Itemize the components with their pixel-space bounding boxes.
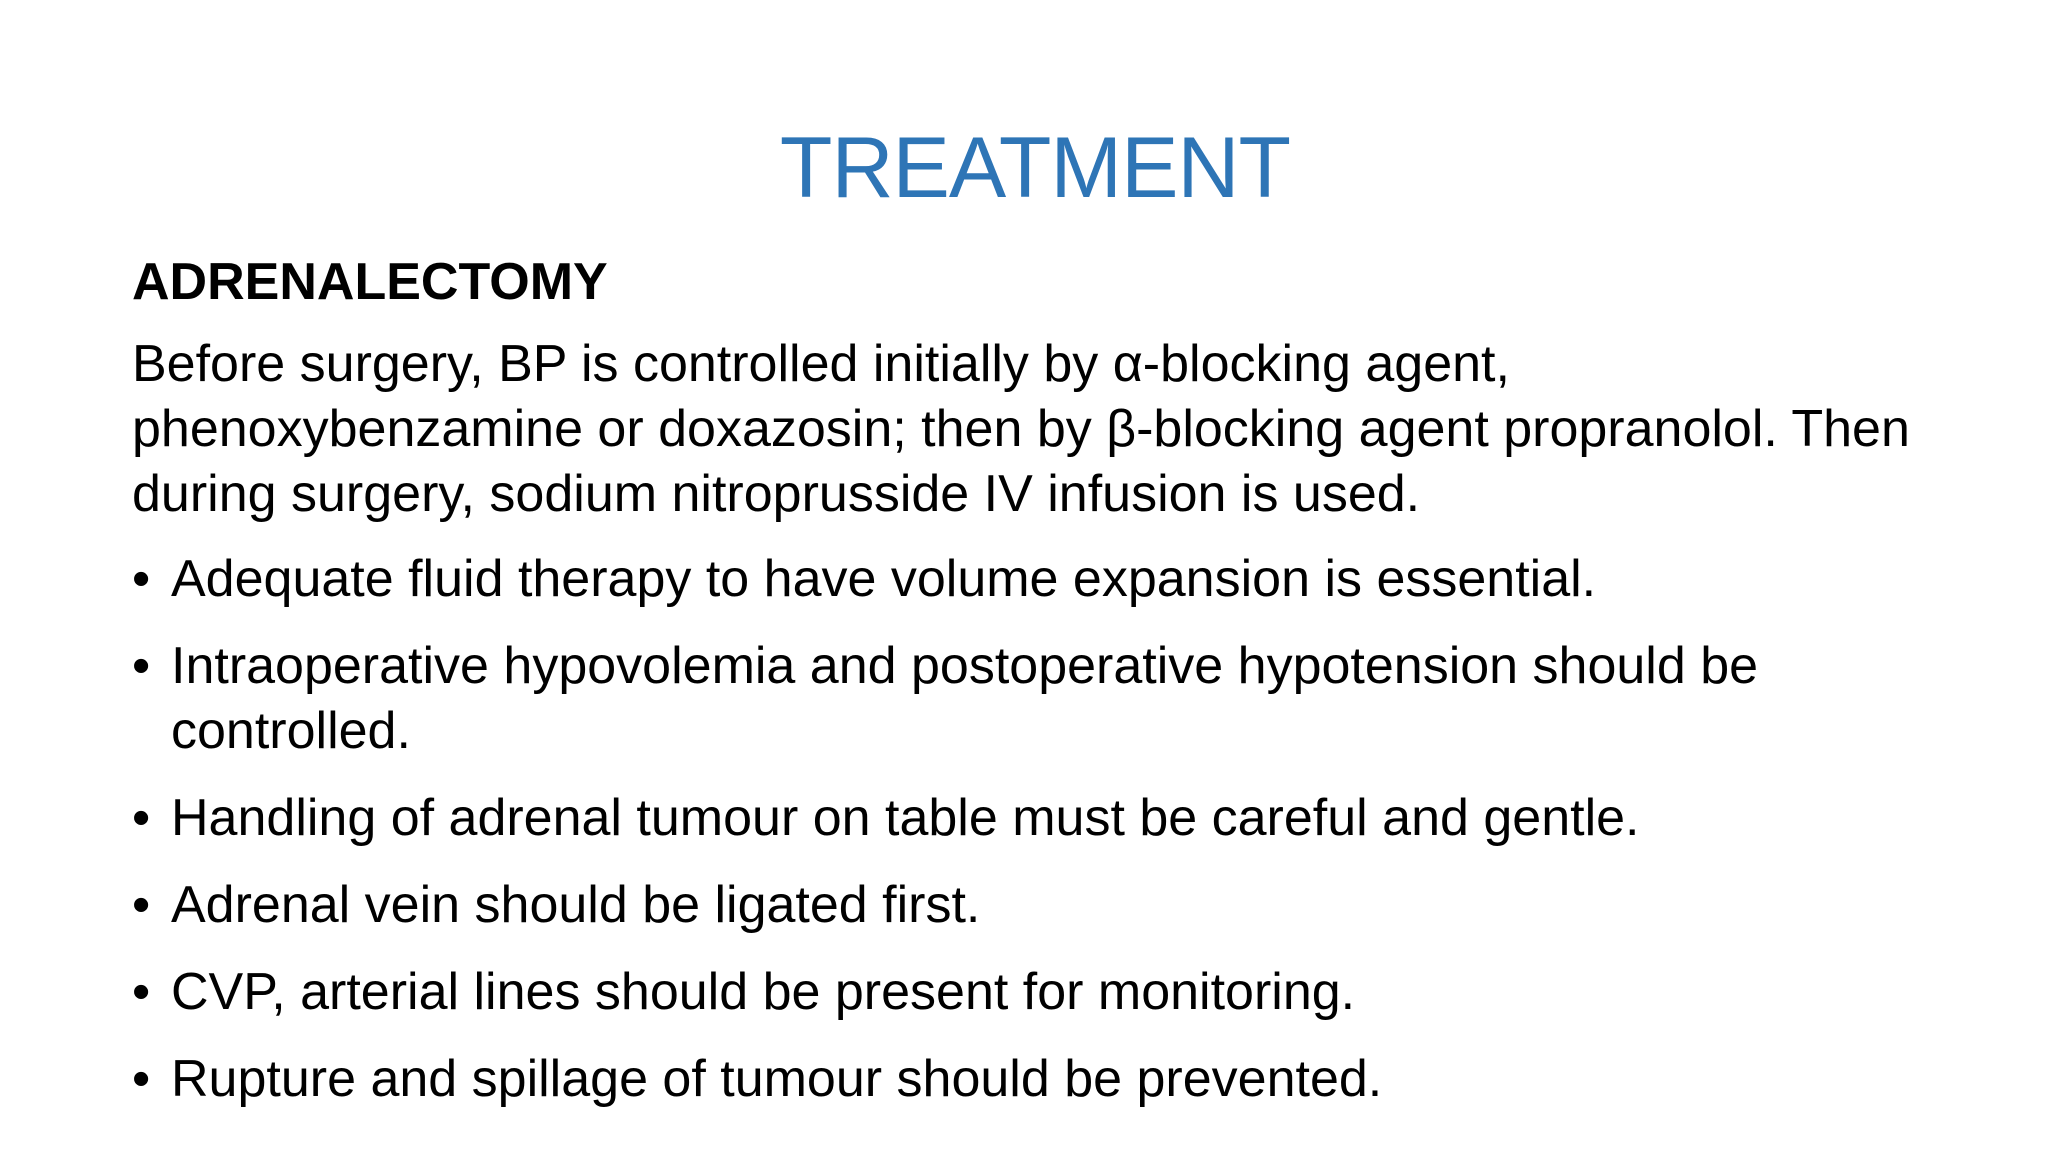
bullet-point-icon: • <box>132 637 151 695</box>
bullet-item <box>132 786 1962 851</box>
bullet-point-icon: • <box>132 550 151 608</box>
section-heading: ADRENALECTOMY <box>132 253 608 311</box>
bullet-list <box>132 547 1962 1112</box>
bullet-item <box>132 634 1962 764</box>
bullet-item <box>132 547 1962 612</box>
bullet-text: Rupture and spillage of tumour should be prevented. <box>171 1050 1383 1108</box>
bullet-text: Adrenal vein should be ligated first. <box>171 876 981 934</box>
bullet-item <box>132 873 1962 938</box>
slide-title: TREATMENT <box>779 120 1291 216</box>
bullet-text: CVP, arterial lines should be present for monitoring. <box>171 963 1356 1021</box>
bullet-item <box>132 1047 1962 1112</box>
bullet-text: Adequate fluid therapy to have volume expansion is essential. <box>171 550 1597 608</box>
bullet-point-icon: • <box>132 963 151 1021</box>
slide-content <box>132 250 1962 1134</box>
bullet-point-icon: • <box>132 789 151 847</box>
bullet-point-icon: • <box>132 876 151 934</box>
bullet-text: Handling of adrenal tumour on table must be careful and gentle. <box>171 789 1640 847</box>
bullet-item <box>132 960 1962 1025</box>
intro-paragraph: Before surgery, BP is controlled initially by α-blocking agent, phenoxybenzamine or doxazosin; then by β-blocking agent propranolol. Then during surgery, sodium nitroprusside IV infusion is used. <box>132 335 1910 523</box>
bullet-point-icon: • <box>132 1050 151 1108</box>
bullet-text: Intraoperative hypovolemia and postoperative hypotension should be controlled. <box>171 637 1759 760</box>
